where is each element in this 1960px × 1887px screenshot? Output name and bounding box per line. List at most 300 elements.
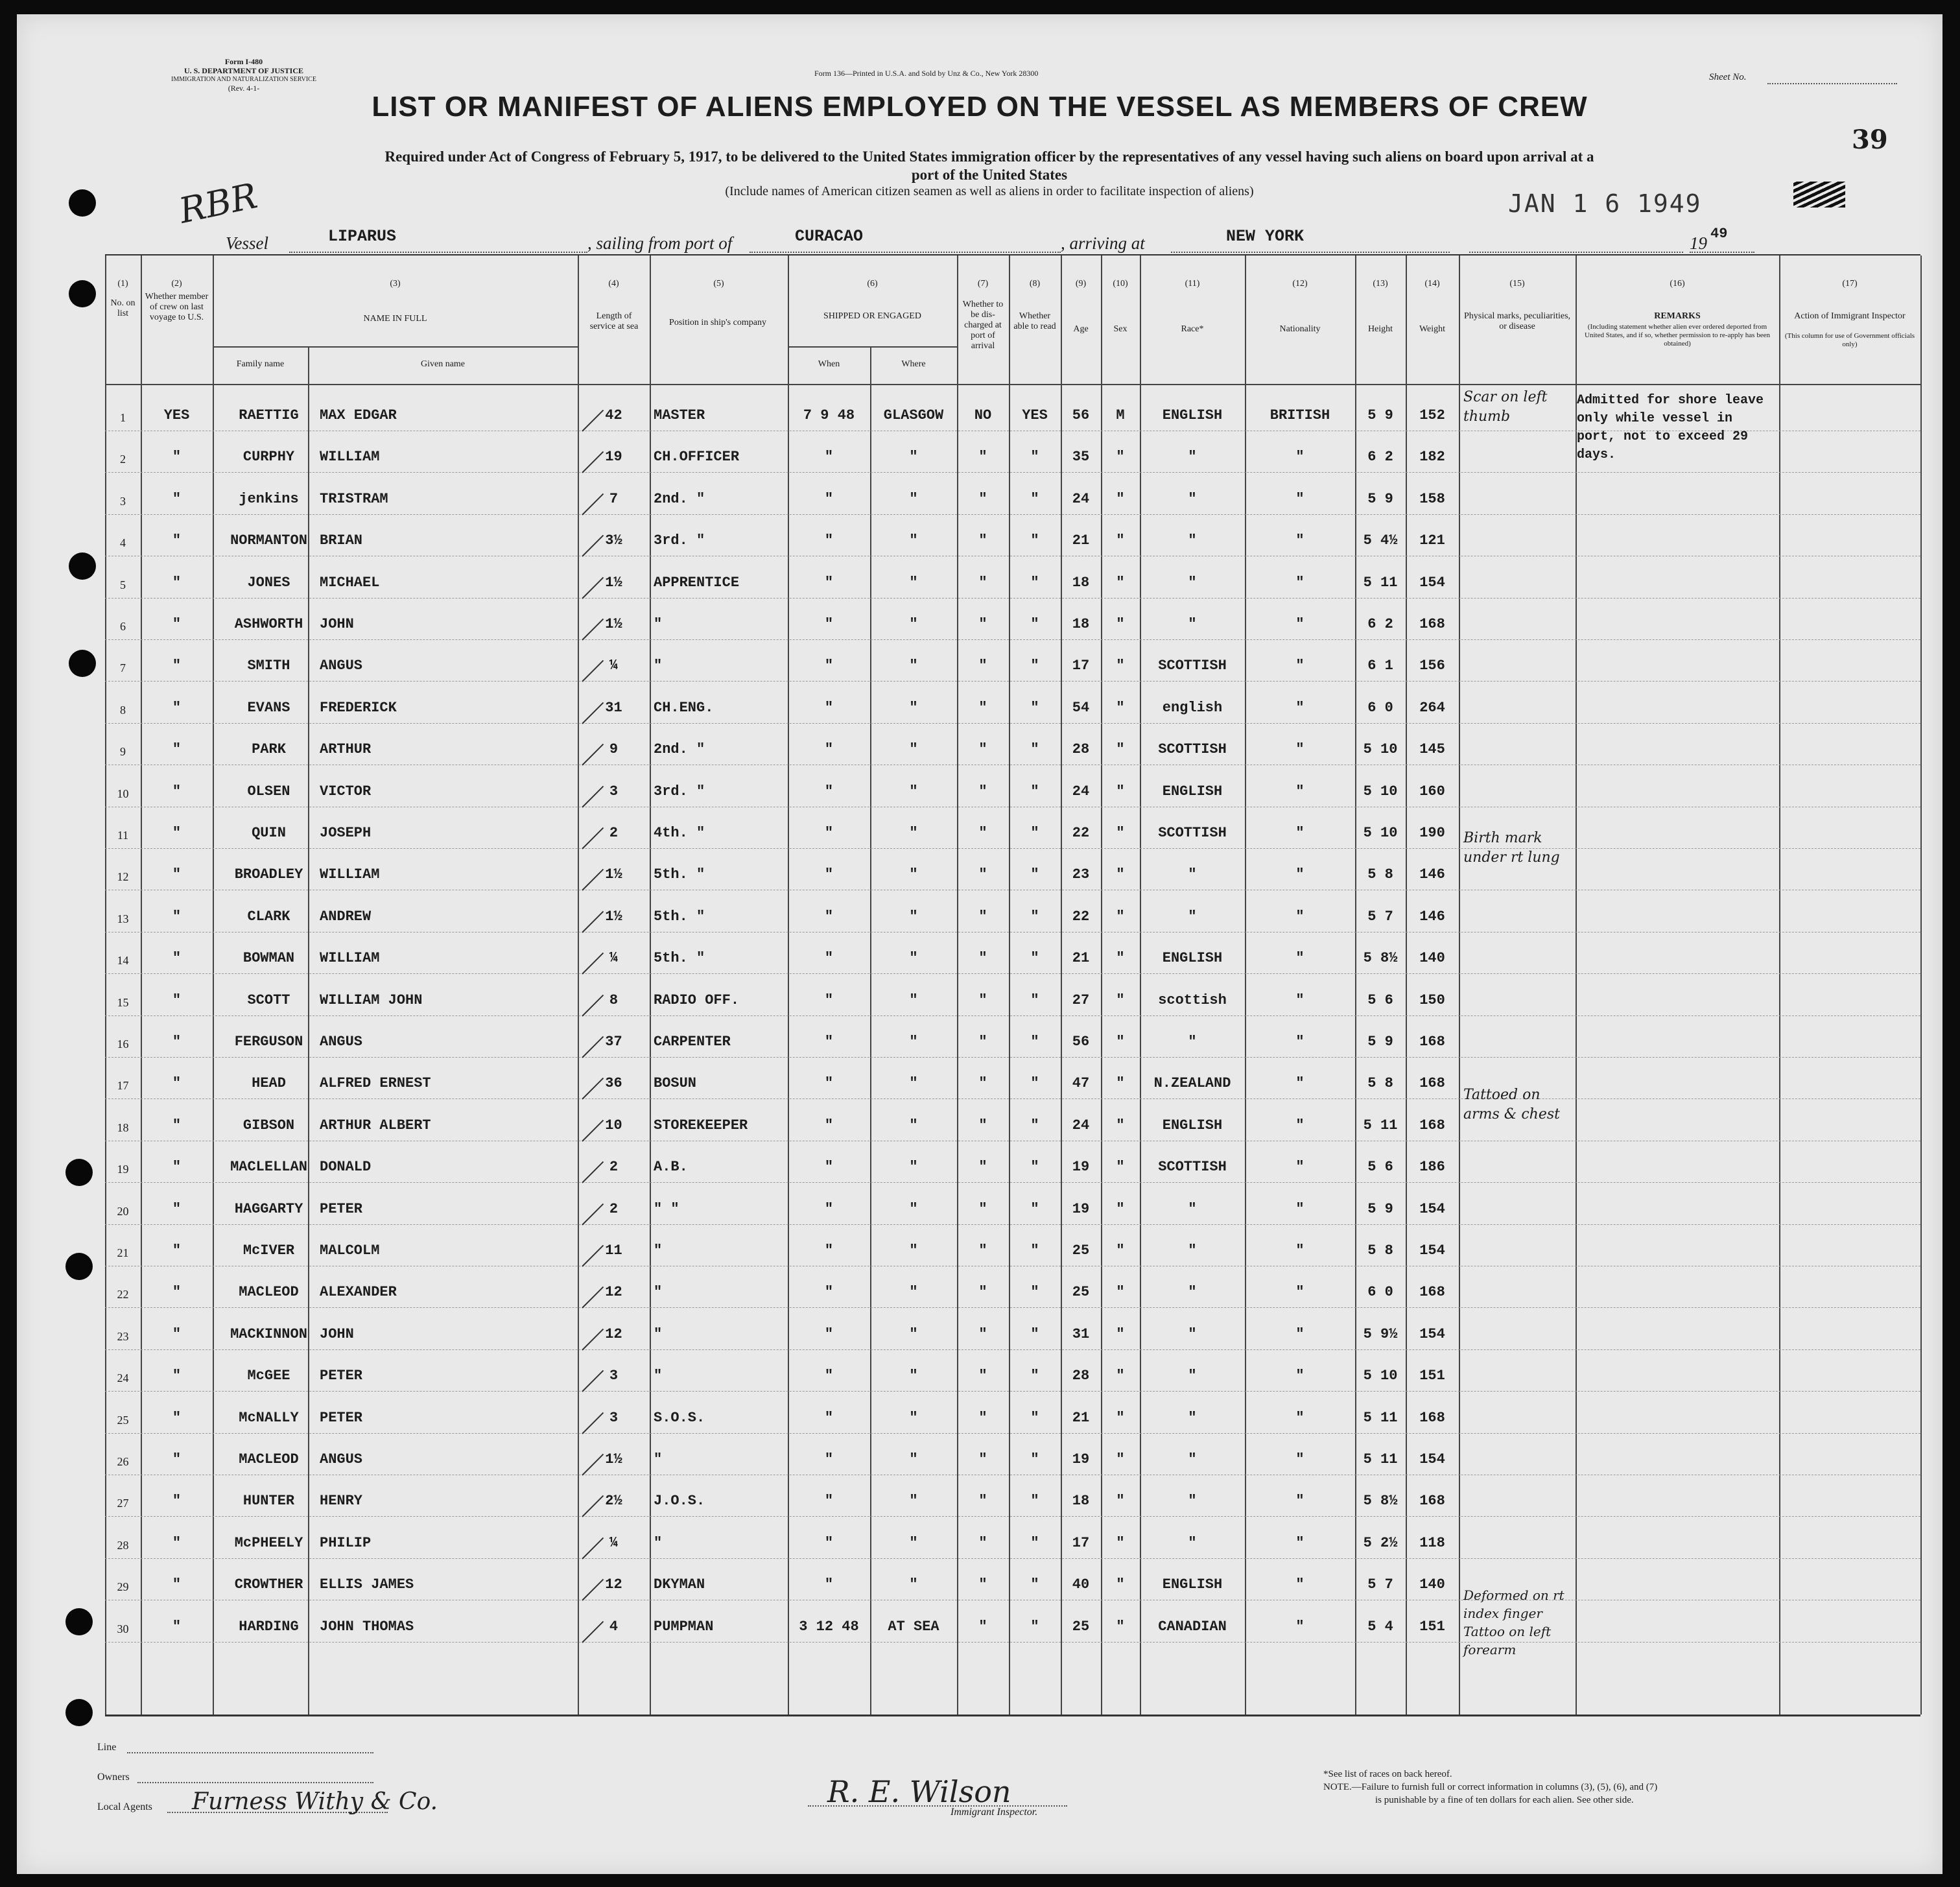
races-note: *See list of races on back hereof.: [1323, 1769, 1452, 1779]
binder-hole: [65, 1699, 93, 1726]
cell-where: ": [909, 1284, 918, 1301]
cell-service: 1½: [605, 1451, 622, 1467]
subtitle-line1: Required under Act of Congress of February 5, 1917, to be delivered to the United States immigration officer by the representatives of any vessel having such aliens on board upon arrival at a: [384, 148, 1594, 165]
cell-discharged: NO: [974, 407, 992, 423]
cell-discharged: ": [978, 866, 987, 883]
cell-read: YES: [1022, 407, 1048, 423]
table-row: [105, 848, 1920, 849]
page-title: LIST OR MANIFEST OF ALIENS EMPLOYED ON THE VESSEL AS MEMBERS OF CREW: [372, 91, 1588, 123]
cell-when: ": [824, 658, 834, 674]
cell-age: 24: [1072, 783, 1090, 800]
cell-nationality: ": [1295, 1159, 1305, 1176]
cell-height: 5 9: [1367, 407, 1393, 423]
cell-age: 19: [1072, 1200, 1090, 1217]
cell-where: ": [909, 783, 918, 800]
cell-age: 25: [1072, 1284, 1090, 1301]
cell-read: ": [1030, 1493, 1039, 1510]
cell-weight: 150: [1419, 991, 1445, 1008]
cell-race: ": [1188, 616, 1197, 632]
cell-family: PARK: [252, 741, 286, 758]
colnum-12: (12): [1292, 279, 1308, 289]
cell-position: 5th. ": [654, 908, 705, 925]
cell-position: CH.ENG.: [654, 699, 714, 716]
cell-sex: ": [1116, 1451, 1125, 1467]
cell-given: PETER: [320, 1368, 363, 1384]
cell-height: 5 11: [1363, 1117, 1398, 1133]
cell-given: ANGUS: [320, 1034, 363, 1050]
cell-weight: 146: [1419, 866, 1445, 883]
cell-read: ": [1030, 449, 1039, 466]
cell-no: 26: [117, 1455, 129, 1468]
cell-no: 15: [117, 995, 129, 1009]
cell-sex: M: [1116, 407, 1125, 423]
cell-when: ": [824, 866, 834, 883]
vessel-label: Vessel: [226, 233, 268, 253]
table-row: [105, 1057, 1920, 1058]
owners-field: [137, 1782, 373, 1783]
cell-weight: 158: [1419, 490, 1445, 507]
cell-age: 25: [1072, 1618, 1090, 1635]
col-header-service: Length of service at sea: [589, 311, 639, 331]
cell-position: S.O.S.: [654, 1409, 705, 1426]
cell-given: WILLIAM JOHN: [320, 991, 423, 1008]
cell-family: SCOTT: [247, 991, 290, 1008]
cell-height: 6 0: [1367, 699, 1393, 716]
cell-prev: ": [172, 658, 182, 674]
cell-height: 5 10: [1363, 741, 1398, 758]
cell-family: EVANS: [247, 699, 290, 716]
inspector-signature: R. E. Wilson: [827, 1774, 1011, 1809]
cell-service: 9: [609, 741, 619, 758]
cell-no: 25: [117, 1413, 129, 1427]
cell-service: 31: [605, 699, 622, 716]
header-bottom-rule: [105, 384, 1920, 385]
cell-race: SCOTTISH: [1158, 658, 1227, 674]
crew-table: [105, 254, 1920, 1716]
cell-when: ": [824, 1325, 834, 1342]
cell-nationality: ": [1295, 1534, 1305, 1551]
cell-race: ": [1188, 1368, 1197, 1384]
cell-weight: 151: [1419, 1618, 1445, 1635]
col-header-shipped: SHIPPED OR ENGAGED: [823, 311, 921, 321]
cell-age: 17: [1072, 1534, 1090, 1551]
cell-service: 12: [605, 1284, 622, 1301]
cell-age: 21: [1072, 1409, 1090, 1426]
cell-service: ¼: [609, 1534, 619, 1551]
cell-given: TRISTRAM: [320, 490, 388, 507]
cell-read: ": [1030, 574, 1039, 591]
table-row: [105, 1224, 1920, 1225]
cell-height: 6 2: [1367, 449, 1393, 466]
cell-height: 5 7: [1367, 908, 1393, 925]
cell-prev: ": [172, 532, 182, 549]
cell-discharged: ": [978, 1159, 987, 1176]
cell-where: ": [909, 1534, 918, 1551]
cell-given: JOSEPH: [320, 825, 372, 841]
binder-hole: [65, 1159, 93, 1186]
colnum-17: (17): [1842, 279, 1858, 289]
cell-weight: 154: [1419, 1451, 1445, 1467]
cell-weight: 168: [1419, 1075, 1445, 1092]
cell-discharged: ": [978, 1534, 987, 1551]
cell-discharged: ": [978, 825, 987, 841]
cell-service: 7: [609, 490, 619, 507]
cell-where: ": [909, 616, 918, 632]
cell-weight: 118: [1419, 1534, 1445, 1551]
date-line: [1469, 252, 1683, 253]
cell-weight: 264: [1419, 699, 1445, 716]
cell-sex: ": [1116, 1368, 1125, 1384]
table-row: [105, 1516, 1920, 1517]
cell-read: ": [1030, 908, 1039, 925]
cell-discharged: ": [978, 950, 987, 967]
cell-nationality: ": [1295, 658, 1305, 674]
cell-sex: ": [1116, 1159, 1125, 1176]
cell-read: ": [1030, 532, 1039, 549]
form-revision: (Rev. 4-1-: [228, 84, 260, 93]
date-stamp: JAN 1 6 1949: [1508, 189, 1702, 218]
cell-given: VICTOR: [320, 783, 372, 800]
cell-read: ": [1030, 1284, 1039, 1301]
cell-prev: ": [172, 1117, 182, 1133]
cell-prev: ": [172, 1242, 182, 1259]
cell-nationality: ": [1295, 1576, 1305, 1593]
cell-sex: ": [1116, 658, 1125, 674]
cell-where: ": [909, 908, 918, 925]
cell-given: WILLIAM: [320, 950, 380, 967]
cell-race: ": [1188, 908, 1197, 925]
cell-position: ": [654, 616, 663, 632]
cell-height: 5 11: [1363, 1409, 1398, 1426]
cell-race: ENGLISH: [1162, 1576, 1223, 1593]
colnum-2: (2): [171, 279, 182, 289]
cell-age: 21: [1072, 532, 1090, 549]
cell-where: ": [909, 1493, 918, 1510]
cell-position: ": [654, 1242, 663, 1259]
cell-read: ": [1030, 1451, 1039, 1467]
cell-service: 1½: [605, 866, 622, 883]
cell-read: ": [1030, 490, 1039, 507]
col-header-remarks-note: (Including statement whether alien ever ordered deported from United States, and if so, whether permission to re-apply has been obtained): [1585, 323, 1770, 348]
cell-position: CH.OFFICER: [654, 449, 740, 466]
cell-age: 27: [1072, 991, 1090, 1008]
col-header-sex: Sex: [1113, 324, 1128, 334]
cell-family: HUNTER: [242, 1493, 295, 1510]
cell-prev: ": [172, 1493, 182, 1510]
cell-height: 6 0: [1367, 1284, 1393, 1301]
cell-when: ": [824, 991, 834, 1008]
cell-prev: ": [172, 616, 182, 632]
cell-race: ": [1188, 490, 1197, 507]
cell-no: 11: [117, 829, 129, 842]
cell-where: ": [909, 1117, 918, 1133]
cell-service: 2: [609, 1200, 619, 1217]
table-row: [105, 1558, 1920, 1559]
cell-prev: ": [172, 1618, 182, 1635]
cell-when: ": [824, 950, 834, 967]
year-line: [1690, 252, 1754, 253]
cell-prev: ": [172, 1159, 182, 1176]
cell-discharged: ": [978, 1242, 987, 1259]
cell-no: 22: [117, 1288, 129, 1301]
col-header-action-note: (This column for use of Government officials only): [1784, 332, 1915, 348]
cell-service: 11: [605, 1242, 622, 1259]
table-row: [105, 1349, 1920, 1350]
cell-position: 3rd. ": [654, 783, 705, 800]
cell-when: ": [824, 1409, 834, 1426]
cell-family: FERGUSON: [234, 1034, 303, 1050]
cell-given: MALCOLM: [320, 1242, 380, 1259]
colnum-9: (9): [1075, 279, 1087, 289]
cell-weight: 154: [1419, 574, 1445, 591]
cell-sex: ": [1116, 1034, 1125, 1050]
cell-prev: ": [172, 1409, 182, 1426]
cell-given: PHILIP: [320, 1534, 372, 1551]
subtitle-line2: port of the United States: [911, 167, 1068, 183]
table-row: [105, 472, 1920, 473]
cell-nationality: ": [1295, 1451, 1305, 1467]
cell-sex: ": [1116, 1325, 1125, 1342]
cell-age: 22: [1072, 908, 1090, 925]
cell-age: 31: [1072, 1325, 1090, 1342]
name-subheader-rule: [213, 346, 578, 348]
cell-prev: ": [172, 825, 182, 841]
cell-given: ALFRED ERNEST: [320, 1075, 431, 1092]
cell-nationality: BRITISH: [1269, 407, 1330, 423]
cell-position: 3rd. ": [654, 532, 705, 549]
cell-service: 3½: [605, 532, 622, 549]
cell-where: ": [909, 1451, 918, 1467]
cell-race: ": [1188, 1451, 1197, 1467]
cell-race: CANADIAN: [1158, 1618, 1227, 1635]
cell-position: A.B.: [654, 1159, 688, 1176]
colnum-5: (5): [713, 279, 724, 289]
cell-given: ARTHUR: [320, 741, 372, 758]
cell-height: 6 2: [1367, 616, 1393, 632]
cell-family: MACKINNON: [230, 1325, 307, 1342]
cell-sex: ": [1116, 1409, 1125, 1426]
cell-no: 16: [117, 1038, 129, 1050]
cell-prev: ": [172, 1368, 182, 1384]
cell-height: 5 11: [1363, 1451, 1398, 1467]
col-header-marks: Physical marks, peculiarities, or disease: [1463, 311, 1571, 331]
col-header-action: Action of Immigrant Inspector: [1794, 311, 1906, 321]
col-header-where: Where: [901, 359, 926, 369]
cell-discharged: ": [978, 1034, 987, 1050]
colnum-10: (10): [1113, 279, 1128, 289]
cell-weight: 154: [1419, 1325, 1445, 1342]
cell-position: 5th. ": [654, 866, 705, 883]
cell-where: ": [909, 574, 918, 591]
cell-weight: 146: [1419, 908, 1445, 925]
cell-discharged: ": [978, 1075, 987, 1092]
cell-prev: ": [172, 866, 182, 883]
cell-sex: ": [1116, 699, 1125, 716]
physical-mark-row17: Tattoed on arms & chest: [1463, 1087, 1560, 1122]
subtitle-note: (Include names of American citizen seamen as well as aliens in order to facilitate inspection of aliens): [725, 184, 1254, 198]
col-header-height: Height: [1367, 324, 1393, 334]
cell-no: 2: [120, 453, 126, 466]
cell-no: 30: [117, 1622, 129, 1635]
cell-family: McNALLY: [239, 1409, 299, 1426]
form-department: U. S. DEPARTMENT OF JUSTICE: [183, 66, 304, 75]
cell-when: ": [824, 1075, 834, 1092]
cell-prev: ": [172, 1576, 182, 1593]
cell-nationality: ": [1295, 1368, 1305, 1384]
cell-age: 18: [1072, 616, 1090, 632]
cell-age: 21: [1072, 950, 1090, 967]
cell-position: 5th. ": [654, 950, 705, 967]
cell-sex: ": [1116, 1618, 1125, 1635]
cell-family: jenkins: [239, 490, 299, 507]
cell-sex: ": [1116, 574, 1125, 591]
cell-read: ": [1030, 699, 1039, 716]
cell-family: McIVER: [242, 1242, 295, 1259]
cell-height: 5 9: [1367, 490, 1393, 507]
cell-when: ": [824, 1284, 834, 1301]
cell-when: ": [824, 1493, 834, 1510]
binder-hole: [69, 280, 96, 307]
cell-discharged: ": [978, 699, 987, 716]
cell-sex: ": [1116, 1493, 1125, 1510]
cell-prev: ": [172, 1034, 182, 1050]
cell-service: 1½: [605, 908, 622, 925]
initials-mark: RBR: [175, 175, 261, 231]
cell-nationality: ": [1295, 574, 1305, 591]
cell-height: 5 8½: [1363, 950, 1398, 967]
cell-when: ": [824, 490, 834, 507]
cell-discharged: ": [978, 991, 987, 1008]
cell-prev: YES: [163, 407, 190, 423]
cell-race: ENGLISH: [1162, 407, 1223, 423]
cell-no: 20: [117, 1204, 129, 1218]
cell-no: 13: [117, 912, 129, 925]
cell-nationality: ": [1295, 741, 1305, 758]
cell-service: 3: [609, 1409, 619, 1426]
col-header-prev-voyage: Whether member of crew on last voyage to U.S.: [145, 292, 209, 322]
cell-no: 7: [120, 661, 126, 675]
cell-when: ": [824, 783, 834, 800]
colnum-13: (13): [1373, 279, 1388, 289]
cell-nationality: ": [1295, 490, 1305, 507]
cell-age: 19: [1072, 1451, 1090, 1467]
colnum-1: (1): [117, 279, 128, 289]
cell-prev: ": [172, 783, 182, 800]
cell-weight: 168: [1419, 1034, 1445, 1050]
cell-where: ": [909, 1325, 918, 1342]
cell-prev: ": [172, 1451, 182, 1467]
cell-sex: ": [1116, 1534, 1125, 1551]
cell-position: APPRENTICE: [654, 574, 740, 591]
cell-sex: ": [1116, 950, 1125, 967]
cell-family: HAGGARTY: [234, 1200, 303, 1217]
binder-hole: [65, 1253, 93, 1280]
col-header-family: Family name: [236, 359, 285, 369]
sailing-line: [750, 252, 1061, 253]
cell-height: 5 7: [1367, 1576, 1393, 1593]
cell-read: ": [1030, 825, 1039, 841]
cell-no: 21: [117, 1246, 129, 1259]
cell-read: ": [1030, 658, 1039, 674]
cell-read: ": [1030, 1034, 1039, 1050]
sailing-label: , sailing from port of: [587, 233, 733, 253]
col-header-no: No. on list: [110, 298, 136, 318]
cell-sex: ": [1116, 616, 1125, 632]
cell-service: 12: [605, 1325, 622, 1342]
cell-service: 3: [609, 783, 619, 800]
cell-no: 19: [117, 1163, 129, 1176]
cell-discharged: ": [978, 1117, 987, 1133]
cell-family: McPHEELY: [234, 1534, 303, 1551]
cell-family: GIBSON: [242, 1117, 295, 1133]
cell-family: QUIN: [252, 825, 286, 841]
cell-weight: 145: [1419, 741, 1445, 758]
cell-no: 12: [117, 870, 129, 884]
cell-position: CARPENTER: [654, 1034, 731, 1050]
cell-family: HARDING: [239, 1618, 299, 1635]
cell-sex: ": [1116, 490, 1125, 507]
cell-age: 25: [1072, 1242, 1090, 1259]
cell-sex: ": [1116, 1200, 1125, 1217]
cell-service: 19: [605, 449, 622, 466]
cell-discharged: ": [978, 1200, 987, 1217]
cell-where: ": [909, 1034, 918, 1050]
cell-weight: 154: [1419, 1200, 1445, 1217]
cell-family: CROWTHER: [234, 1576, 303, 1593]
cell-age: 22: [1072, 825, 1090, 841]
cell-age: 28: [1072, 741, 1090, 758]
cell-discharged: ": [978, 908, 987, 925]
cell-no: 4: [120, 536, 126, 550]
cell-age: 56: [1072, 407, 1090, 423]
fine-note-2: is punishable by a fine of ten dollars for each alien. See other side.: [1375, 1795, 1634, 1805]
col-header-given: Given name: [420, 359, 466, 369]
cell-read: ": [1030, 866, 1039, 883]
cell-when: ": [824, 574, 834, 591]
cell-prev: ": [172, 699, 182, 716]
shipped-subheader-rule: [788, 346, 957, 348]
table-row: [105, 973, 1920, 974]
cell-service: 12: [605, 1576, 622, 1593]
cell-discharged: ": [978, 1409, 987, 1426]
cell-position: MASTER: [654, 407, 705, 423]
cell-weight: 168: [1419, 616, 1445, 632]
cell-weight: 160: [1419, 783, 1445, 800]
col-header-weight: Weight: [1419, 324, 1446, 334]
cell-family: CURPHY: [242, 449, 295, 466]
cell-nationality: ": [1295, 950, 1305, 967]
cell-race: SCOTTISH: [1158, 741, 1227, 758]
cell-where: ": [909, 950, 918, 967]
physical-mark-row29: Deformed on rt index finger Tattoo on left forearm: [1463, 1587, 1564, 1657]
table-row: [105, 1182, 1920, 1183]
cell-prev: ": [172, 574, 182, 591]
cell-no: 8: [120, 703, 126, 717]
col-header-position: Position in ship's company: [669, 318, 766, 327]
cell-given: JOHN: [320, 616, 354, 632]
cell-race: ": [1188, 1493, 1197, 1510]
cell-family: MACLEOD: [239, 1284, 299, 1301]
cell-no: 9: [120, 745, 126, 759]
cell-nationality: ": [1295, 1409, 1305, 1426]
cell-position: DKYMAN: [654, 1576, 705, 1593]
line-field: [127, 1752, 373, 1753]
cell-given: MAX EDGAR: [320, 407, 397, 423]
cell-read: ": [1030, 616, 1039, 632]
cell-height: 5 8: [1367, 866, 1393, 883]
cell-service: 37: [605, 1034, 622, 1050]
cell-where: ": [909, 1075, 918, 1092]
